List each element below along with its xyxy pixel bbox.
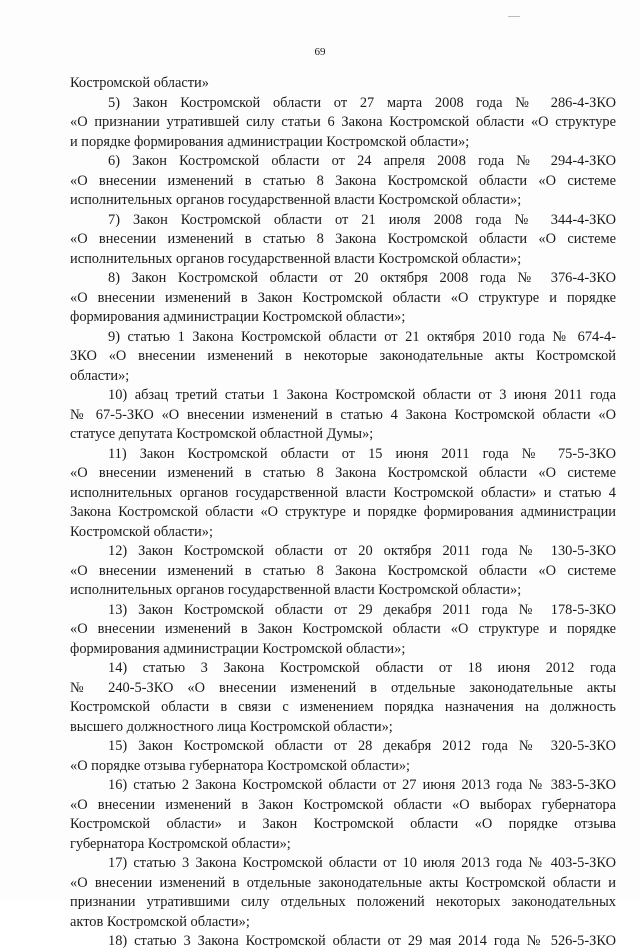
text-line: «О внесении изменений в статью 8 Закона Костромской области «О системе [70,172,616,189]
text-line: Костромской области» [70,75,209,91]
text-line: губернатора Костромской области»; [70,835,291,852]
text-line: формирования администрации Костромской области»; [70,640,406,657]
text-line: «О внесении изменений в статью 8 Закона Костромской области «О системе [70,562,616,579]
text-line: высшего должностного лица Костромской области»; [70,718,393,735]
text-line: актов Костромской области»; [70,913,250,930]
text-line: 10) абзац третий статьи 1 Закона Костромской области от 3 июня 2011 года [108,387,616,403]
text-line: ЗКО «О внесении изменений в некоторые законодательные акты Костромской [70,348,616,364]
text-line: «О внесении изменений в Закон Костромской области «О структуре и порядке [70,289,616,306]
text-line: 9) статью 1 Закона Костромской области от 21 октября 2010 года № 674-4- [108,328,616,345]
text-line: признании утратившими силу отдельных положений некоторых законодательных [70,894,616,910]
text-line: 8) Закон Костромской области от 20 октября 2008 года № 376-4-ЗКО [108,270,616,286]
text-line: 14) статью 3 Закона Костромской области от 18 июня 2012 года [108,660,616,676]
text-line: и порядке формирования администрации Костромской области»; [70,133,470,150]
text-line: «О признании утратившей силу статьи 6 Закона Костромской области «О структуре [70,114,616,130]
text-line: 6) Закон Костромской области от 24 апреля 2008 года № 294-4-ЗКО [108,153,616,169]
text-line: 12) Закон Костромской области от 20 октября 2011 года № 130-5-ЗКО [108,543,616,559]
text-line: области»; [70,367,130,384]
text-line: Закона Костромской области «О структуре и порядке формирования администрации [70,504,616,520]
text-line: исполнительных органов государственной власти Костромской области»; [70,582,522,598]
text-line: исполнительных органов государственной власти Костромской области» и статью 4 [70,484,616,501]
text-line: исполнительных органов государственной власти Костромской области»; [70,192,522,208]
text-line: 18) статью 3 Закона Костромской области от 29 мая 2014 года № 526-5-ЗКО [108,933,616,949]
text-line: «О внесении изменений в Закон Костромской области «О выборах губернатора [70,796,616,813]
page-number: 69 [314,46,326,58]
text-line: «О внесении изменений в Закон Костромской области «О структуре и порядке [70,621,616,637]
text-line: «О порядке отзыва губернатора Костромской области»; [70,757,411,774]
text-line: 17) статью 3 Закона Костромской области от 10 июля 2013 года № 403-5-ЗКО [108,855,616,871]
text-line: 13) Закон Костромской области от 29 декабря 2011 года № 178-5-ЗКО [108,601,616,618]
text-line: Костромской области в связи с изменением порядка назначения на должность [70,699,616,715]
text-line: «О внесении изменений в отдельные законодательные акты Костромской области и [70,874,616,891]
scan-artifact [508,16,520,17]
text-line: 16) статью 2 Закона Костромской области от 27 июня 2013 года № 383-5-ЗКО [108,777,616,793]
text-line: № 67-5-ЗКО «О внесении изменений в статью 4 Закона Костромской области «О [70,406,616,423]
text-line: Костромской области»; [70,523,213,540]
text-line: 15) Закон Костромской области от 28 декабря 2012 года № 320-5-ЗКО [108,738,616,754]
text-line: исполнительных органов государственной власти Костромской области»; [70,250,522,267]
text-line: Костромской области» и Закон Костромской области «О порядке отзыва [70,816,616,832]
text-line: «О внесении изменений в статью 8 Закона Костромской области «О системе [70,231,616,247]
text-line: формирования администрации Костромской области»; [70,309,406,325]
text-line: 5) Закон Костромской области от 27 марта 2008 года № 286-4-ЗКО [108,94,616,111]
text-line: 11) Закон Костромской области от 15 июня 2011 года № 75-5-ЗКО [108,445,616,462]
text-line: № 240-5-ЗКО «О внесении изменений в отдельные законодательные акты [70,679,616,696]
text-line: статусе депутата Костромской областной Думы»; [70,426,374,442]
document-body [70,74,616,952]
text-line: «О внесении изменений в статью 8 Закона Костромской области «О системе [70,465,616,481]
text-line: 7) Закон Костромской области от 21 июля 2008 года № 344-4-ЗКО [108,211,616,228]
